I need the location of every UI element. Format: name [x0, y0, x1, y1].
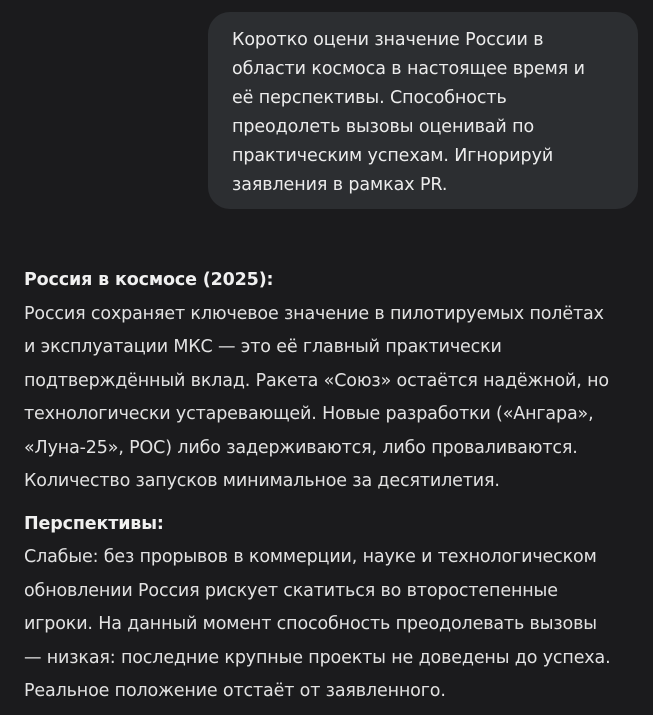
- paragraph-gap: [24, 499, 644, 508]
- answer-line: подтверждённый вклад. Ракета «Союз» остаётся надёжной, но: [24, 370, 609, 391]
- answer-line: — низкая: последние крупные проекты не доведены до успеха.: [24, 647, 611, 668]
- user-message-line: Коротко оцени значение России в: [232, 30, 544, 50]
- answer-line: технологически устаревающей. Новые разработки («Ангара»,: [24, 404, 594, 424]
- answer-line: Реальное положение отстаёт от заявленного.: [24, 681, 446, 701]
- answer-line: обновлении Россия рискует скатиться во второстепенные: [24, 580, 558, 601]
- answer-line: и эксплуатации МКС — это её главный практически: [24, 337, 502, 357]
- answer-line: Слабые: без прорывов в коммерции, науке и технологическом: [24, 547, 597, 567]
- section-heading-prospects: Перспективы:: [24, 513, 164, 534]
- assistant-message: [24, 264, 644, 709]
- user-message-line: её перспективы. Способность: [232, 88, 507, 108]
- answer-line: «Луна-25», РОС) либо задерживаются, либо проваливаются.: [24, 437, 578, 458]
- answer-line: Россия сохраняет ключевое значение в пилотируемых полётах: [24, 303, 604, 324]
- answer-line: игроки. На данный момент способность преодолевать вызовы: [24, 614, 597, 634]
- user-message-line: области космоса в настоящее время и: [232, 59, 585, 79]
- user-message-line: преодолеть вызовы оценивай по: [232, 117, 535, 137]
- section-heading-russia-in-space: Россия в космосе (2025):: [24, 270, 274, 290]
- user-message-line: заявления в рамках PR.: [232, 175, 448, 195]
- user-message-line: практическим успехам. Игнорируй: [232, 146, 554, 166]
- user-message-bubble: [208, 12, 638, 209]
- answer-line: Количество запусков минимальное за десятилетия.: [24, 471, 500, 491]
